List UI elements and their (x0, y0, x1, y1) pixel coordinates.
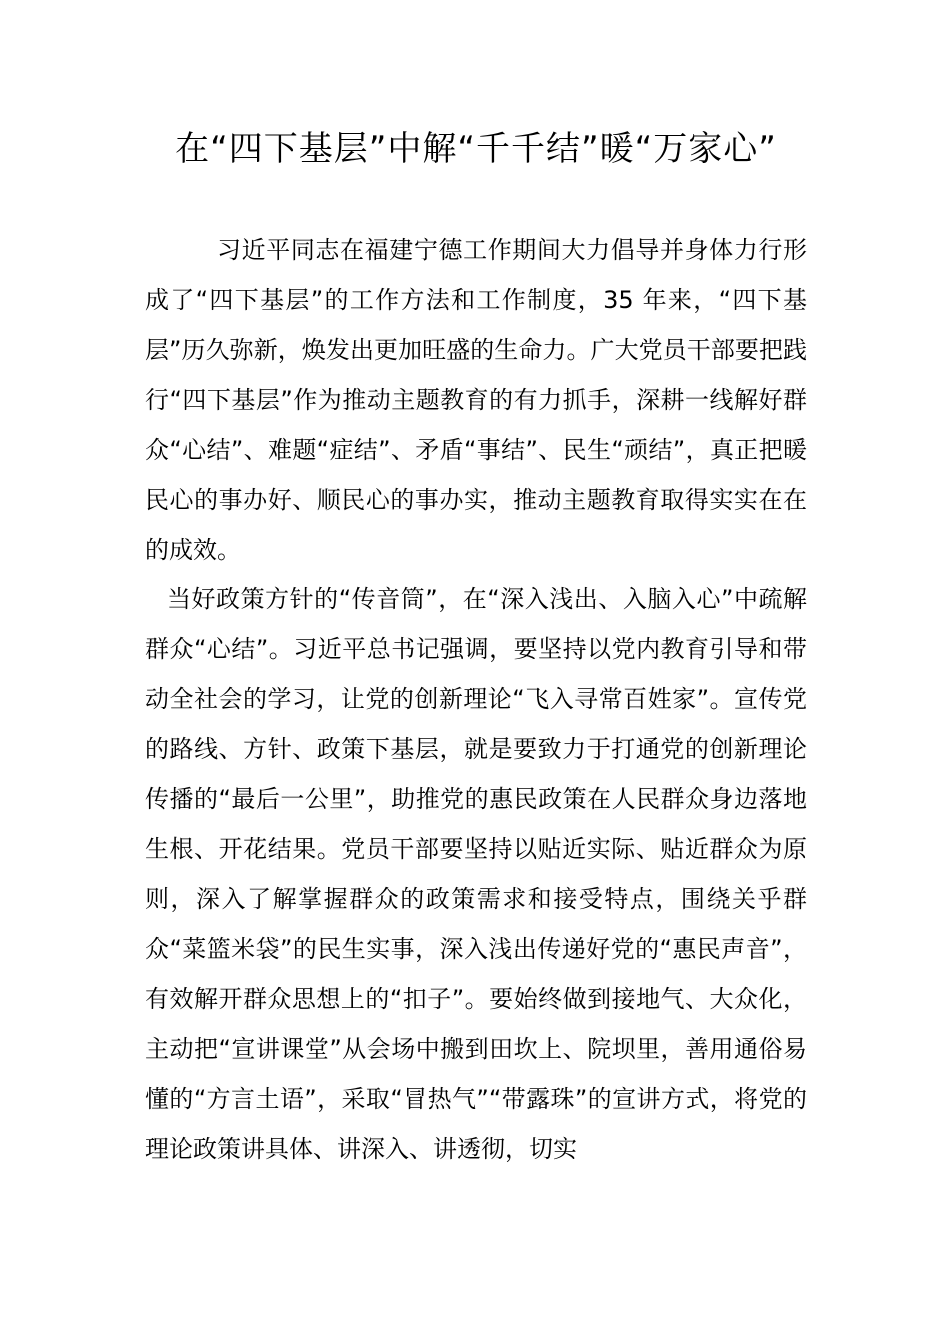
document-title: 在“四下基层”中解“千千结”暖“万家心” (175, 129, 777, 169)
paragraph-policy-section: 当好政策方针的“传音筒”，在“深入浅出、入脑入心”中疏解群众“心结”。习近平总书记强调，要坚持以党内教育引导和带动全社会的学习，让党的创新理论“飞入寻常百姓家”。宣传党的路线、方针、政策下基层，就是要致力于打通党的创新理论传播的“最后一公里”，助推党的惠民政策在人民群众身边落地生根、开花结果。党员干部要坚持以贴近实际、贴近群众为原则，深入了解掌握群众的政策需求和接受特点，围绕关乎群众“菜篮米袋”的民生实事，深入浅出传递好党的“惠民声音”，有效解开群众思想上的“扣子”。要始终做到接地气、大众化，主动把“宣讲课堂”从会场中搬到田坎上、院坝里，善用通俗易懂的“方言土语”，采取“冒热气”“带露珠”的宣讲方式，将党的理论政策讲具体、讲深入、讲透彻，切实 (145, 585, 807, 1163)
paragraph-intro: 习近平同志在福建宁德工作期间大力倡导并身体力行形成了“四下基层”的工作方法和工作制度，35 年来，“四下基层”历久弥新，焕发出更加旺盛的生命力。广大党员干部要把践行“四下基层”作为推动主题教育的有力抓手，深耕一线解好群众“心结”、难题“症结”、矛盾“事结”、民生“顽结”，真正把暖民心的事办好、顺民心的事办实，推动主题教育取得实实在在的成效。 (145, 236, 807, 564)
